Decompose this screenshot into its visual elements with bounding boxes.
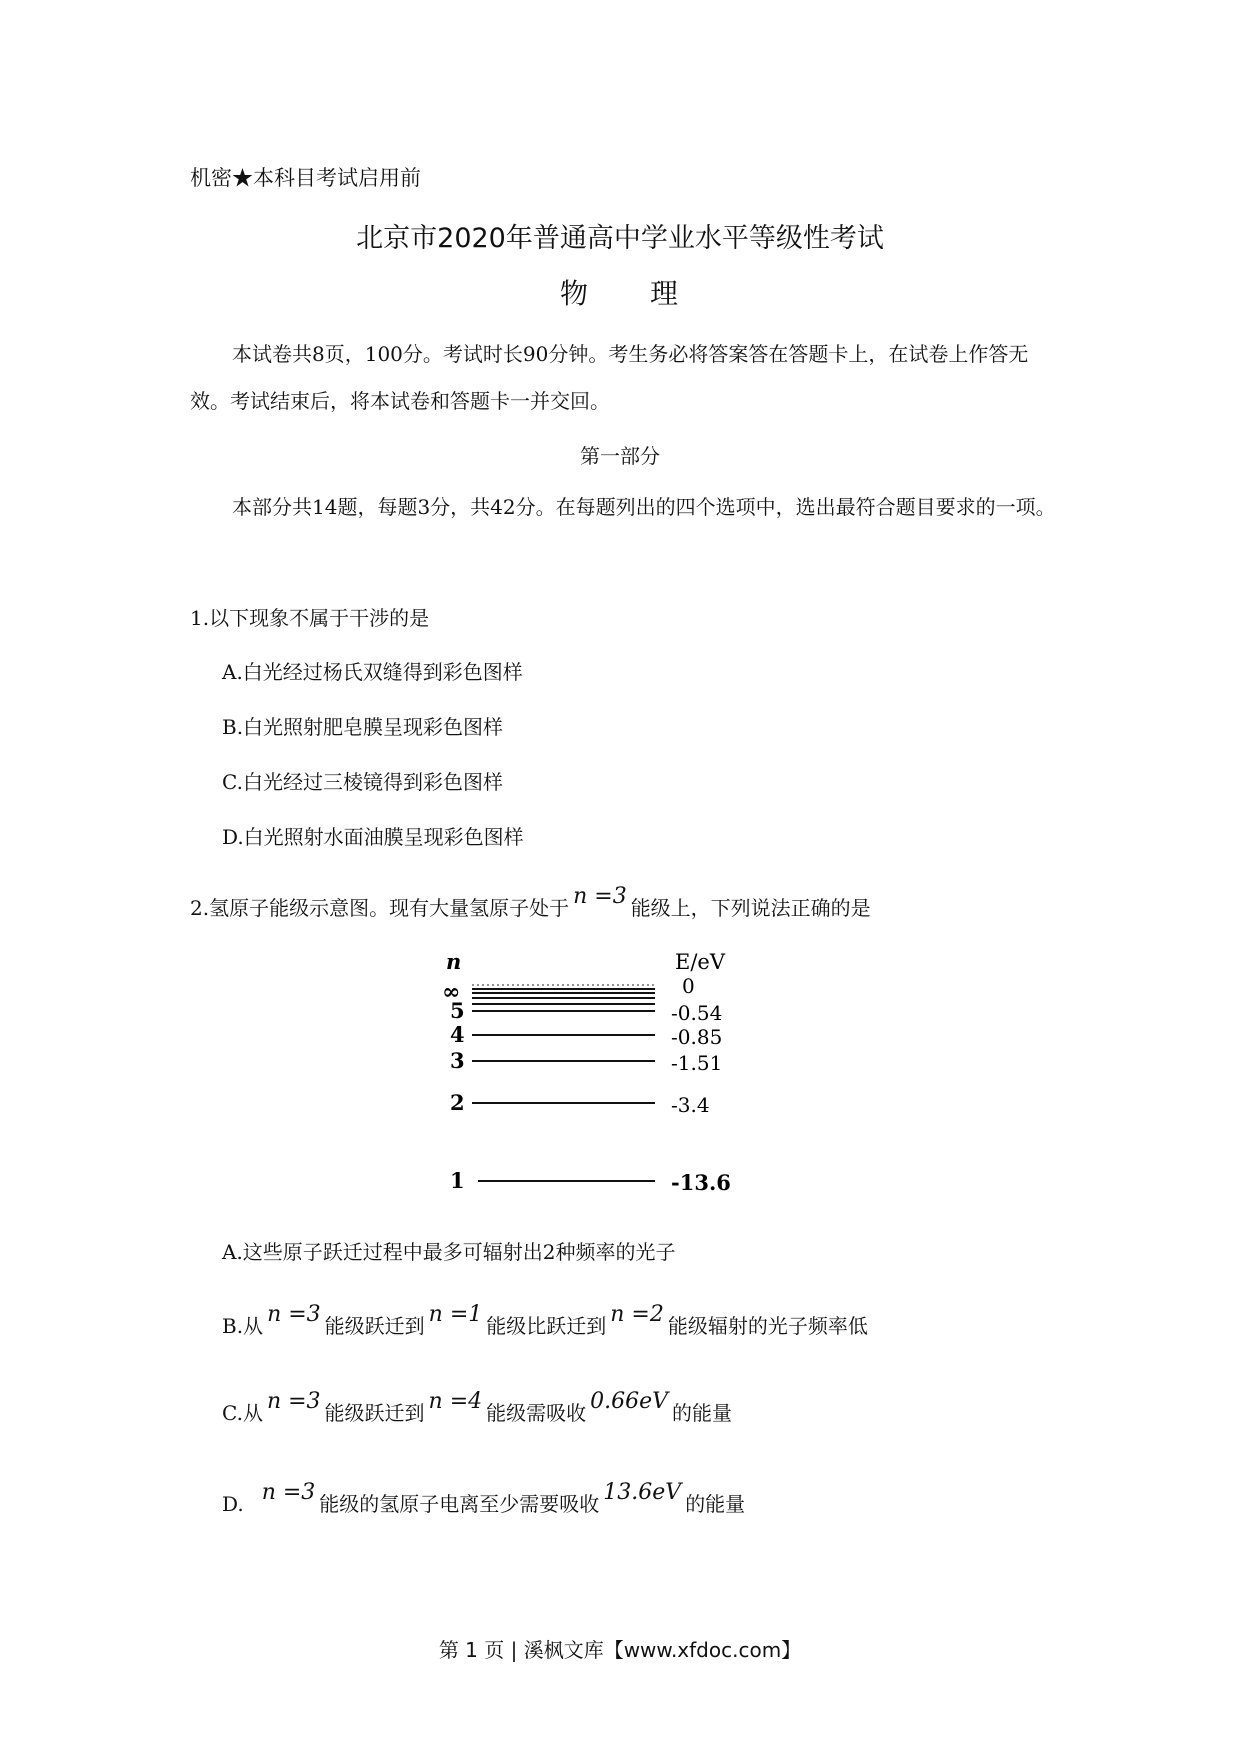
energy-value-0: 0 (682, 974, 695, 998)
energy-value-n2: -3.4 (671, 1093, 710, 1117)
level-label-infinity: ∞ (442, 979, 461, 1005)
option-b-text-1: B.从 (222, 1314, 264, 1338)
math-n2: n =2 (610, 1302, 664, 1327)
energy-value-n3: -1.51 (671, 1051, 723, 1075)
question-2-option-a: A.这些原子跃迁过程中最多可辐射出2种频率的光子 (222, 1240, 676, 1264)
section-instructions: 本部分共14题，每题3分，共42分。在每题列出的四个选项中，选出最符合题目要求的一项。 (232, 495, 1056, 519)
option-d-text-2: 能级的氢原子电离至少需要吸收 (319, 1492, 600, 1516)
math-energy-0-66: 0.66eV (590, 1389, 669, 1414)
level-label-2: 2 (450, 1090, 465, 1115)
math-n3: n =3 (267, 1302, 321, 1327)
subject-char-1: 物 (559, 277, 590, 310)
subject-char-2: 理 (650, 277, 681, 310)
question-2-stem-text-end: 能级上，下列说法正确的是 (630, 896, 871, 920)
option-c-text-2: 能级跃迁到 (324, 1401, 425, 1425)
question-2-option-d (222, 1480, 746, 1517)
energy-value-n1: -13.6 (671, 1170, 731, 1195)
option-c-text-4: 的能量 (672, 1401, 733, 1425)
question-2-stem (190, 884, 871, 921)
section-title: 第一部分 (580, 444, 660, 468)
math-energy-13-6: 13.6eV (603, 1480, 682, 1505)
question-1-stem: 1.以下现象不属于干涉的是 (190, 606, 430, 630)
option-b-text-4: 能级辐射的光子频率低 (667, 1314, 868, 1338)
energy-value-n5: -0.54 (671, 1001, 723, 1025)
page-footer: 第 1 页 | 溪枫文库【www.xfdoc.com】 (438, 1638, 802, 1662)
level-label-4: 4 (450, 1022, 465, 1047)
option-c-text-1: C.从 (222, 1401, 263, 1425)
intro-paragraph: 本试卷共8页，100分。考试时长90分钟。考生务必将答案答在答题卡上，在试卷上作答无效。考试结束后，将本试卷和答题卡一并交回。 (190, 342, 1029, 413)
energy-value-n4: -0.85 (671, 1025, 723, 1049)
question-2-option-b (222, 1302, 868, 1339)
level-label-5: 5 (450, 998, 465, 1023)
option-b-text-3: 能级比跃迁到 (486, 1314, 607, 1338)
question-2-option-c (222, 1389, 733, 1426)
math-n1: n =1 (428, 1302, 483, 1327)
question-1-option-a: A.白光经过杨氏双缝得到彩色图样 (222, 660, 523, 684)
subject-title (0, 272, 1240, 312)
confidential-note: 机密★本科目考试启用前 (190, 166, 421, 190)
math-n4: n =4 (428, 1389, 483, 1414)
option-d-text-3: 的能量 (685, 1492, 746, 1516)
math-n3: n =3 (261, 1480, 316, 1505)
question-1-option-b: B.白光照射肥皂膜呈现彩色图样 (222, 715, 504, 739)
question-2-stem-text: 2.氢原子能级示意图。现有大量氢原子处于 (190, 896, 570, 920)
math-n3: n =3 (266, 1389, 321, 1414)
option-b-text-2: 能级跃迁到 (324, 1314, 425, 1338)
energy-axis-header: E/eV (675, 950, 725, 974)
question-1-option-d: D.白光照射水面油膜呈现彩色图样 (222, 825, 524, 849)
n-axis-header: n (446, 949, 462, 974)
option-d-text-1: D. (222, 1492, 244, 1516)
option-c-text-3: 能级需吸收 (486, 1401, 587, 1425)
exam-title: 北京市2020年普通高中学业水平等级性考试 (356, 223, 884, 254)
question-1-option-c: C.白光经过三棱镜得到彩色图样 (222, 770, 503, 794)
energy-level-diagram (430, 945, 750, 1205)
level-label-1: 1 (450, 1168, 465, 1193)
math-n3: n =3 (573, 884, 627, 909)
level-label-3: 3 (450, 1048, 465, 1073)
